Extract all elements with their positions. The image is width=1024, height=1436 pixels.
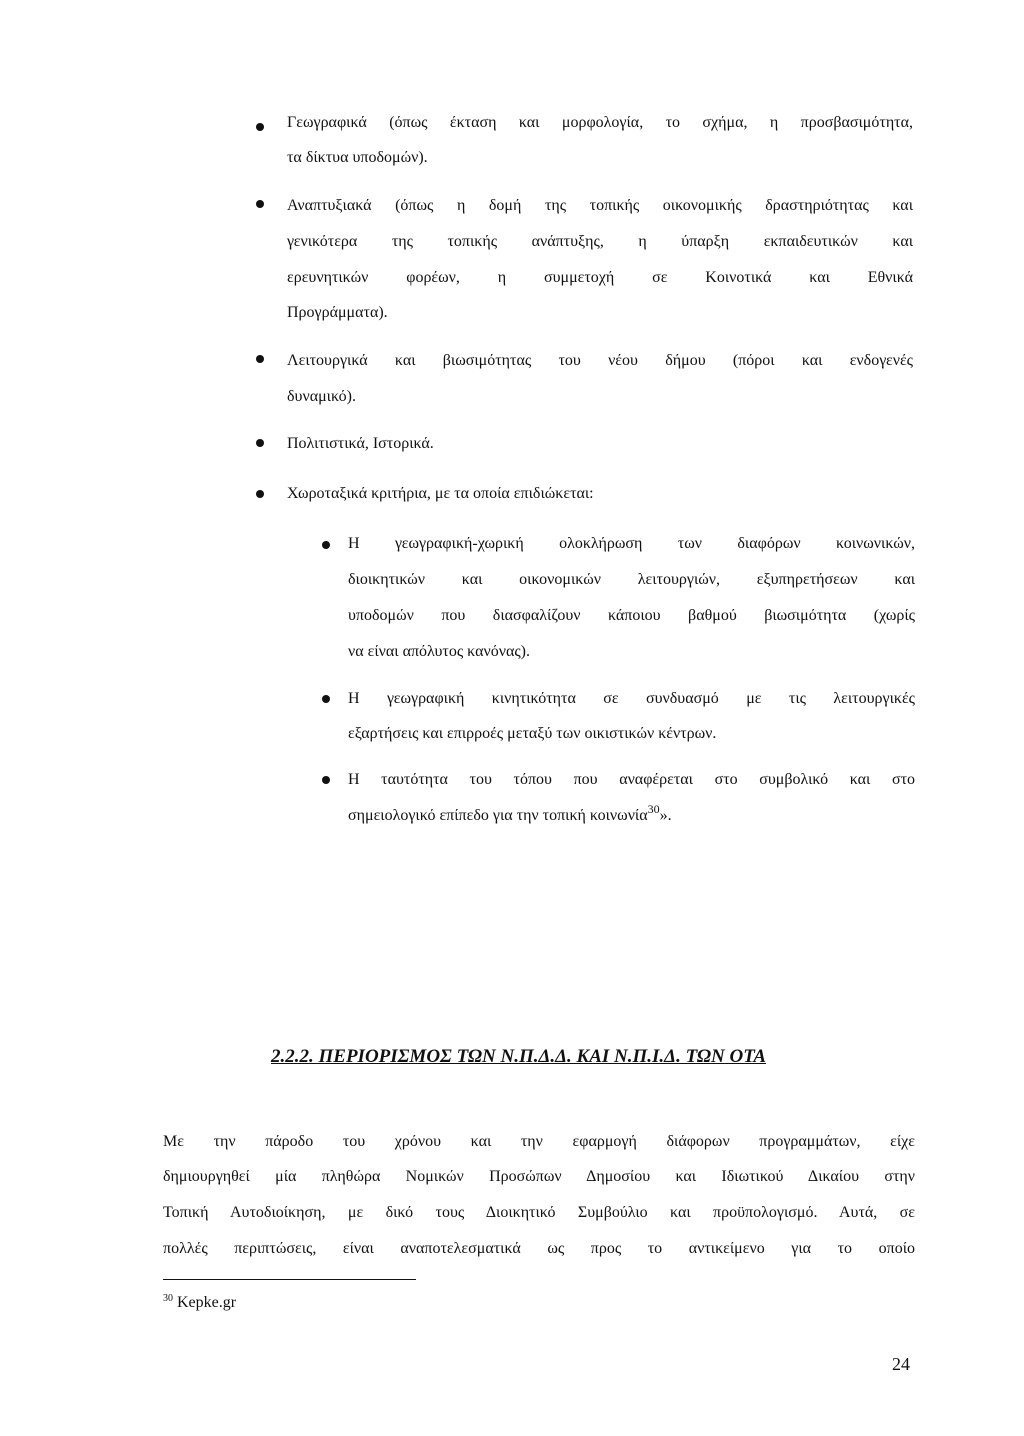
sub-list-item-line xyxy=(348,803,672,829)
footnote-text: Kepke.gr xyxy=(177,1294,237,1311)
list-item-line: δυναμικό). xyxy=(287,388,356,405)
bullet-dot xyxy=(256,355,264,363)
sub-bullet-dot xyxy=(322,695,330,703)
sub-list-item-line: υποδομών που διασφαλίζουν κάποιου βαθμού βιωσιμότητα (χωρίς xyxy=(348,607,915,624)
sub-list-item-line: να είναι απόλυτος κανόνας). xyxy=(348,643,530,660)
footnote xyxy=(163,1294,236,1312)
paragraph-line: Τοπική Αυτοδιοίκηση, με δικό τους Διοικητικό Συμβούλιο και προϋπολογισμό. Αυτά, σε xyxy=(163,1204,915,1221)
bullet-dot xyxy=(256,439,264,447)
footnote-number: 30 xyxy=(163,1293,173,1304)
footnote-reference: 30 xyxy=(647,802,660,816)
list-item-line: γενικότερα της τοπικής ανάπτυξης, η ύπαρξη εκπαιδευτικών και xyxy=(287,233,913,250)
bullet-dot xyxy=(256,200,264,208)
paragraph-line: δημιουργηθεί μία πληθώρα Νομικών Προσώπων Δημοσίου και Ιδιωτικού Δικαίου στην xyxy=(163,1168,915,1185)
footnote-separator xyxy=(163,1279,416,1280)
sub-bullet-dot xyxy=(322,541,330,549)
list-item-line: Αναπτυξιακά (όπως η δομή της τοπικής οικονομικής δραστηριότητας και xyxy=(287,197,913,214)
sub-list-item-line: Η γεωγραφική κινητικότητα σε συνδυασμό με τις λειτουργικές xyxy=(348,690,915,707)
list-item-line: Πολιτιστικά, Ιστορικά. xyxy=(287,435,434,452)
paragraph-line: Με την πάροδο του χρόνου και την εφαρμογή διάφορων προγραμμάτων, είχε xyxy=(163,1133,915,1150)
list-item-line: Γεωγραφικά (όπως έκταση και μορφολογία, το σχήμα, η προσβασιμότητα, xyxy=(287,114,913,131)
sub-list-item-line: Η ταυτότητα του τόπου που αναφέρεται στο συμβολικό και στο xyxy=(348,771,915,788)
bullet-dot xyxy=(256,123,264,131)
list-item-line: τα δίκτυα υποδομών). xyxy=(287,149,428,166)
list-item-line: Χωροταξικά κριτήρια, με τα οποία επιδιώκεται: xyxy=(287,485,594,502)
sub-list-item-line: εξαρτήσεις και επιρροές μεταξύ των οικιστικών κέντρων. xyxy=(348,725,717,742)
sub-list-item-text: σημειολογικό επίπεδο για την τοπική κοινωνία xyxy=(348,807,648,824)
list-item-line: Λειτουργικά και βιωσιμότητας του νέου δήμου (πόροι και ενδογενές xyxy=(287,352,913,369)
sub-bullet-dot xyxy=(322,776,330,784)
bullet-dot xyxy=(256,490,264,498)
closing-quote: ». xyxy=(659,807,672,824)
list-item-line: Προγράμματα). xyxy=(287,304,388,321)
section-heading: 2.2.2. ΠΕΡΙΟΡΙΣΜΟΣ ΤΩΝ Ν.Π.Δ.Δ. ΚΑΙ Ν.Π.Ι.Δ. ΤΩΝ ΟΤΑ xyxy=(271,1046,767,1067)
page-number: 24 xyxy=(892,1354,910,1374)
paragraph-line: πολλές περιπτώσεις, είναι αναποτελεσματικά ως προς το αντικείμενο για το οποίο xyxy=(163,1240,915,1257)
sub-list-item-line: διοικητικών και οικονομικών λειτουργιών, εξυπηρετήσεων και xyxy=(348,571,915,588)
list-item-line: ερευνητικών φορέων, η συμμετοχή σε Κοινοτικά και Εθνικά xyxy=(287,269,913,286)
sub-list-item-line: Η γεωγραφική-χωρική ολοκλήρωση των διαφόρων κοινωνικών, xyxy=(348,535,915,552)
